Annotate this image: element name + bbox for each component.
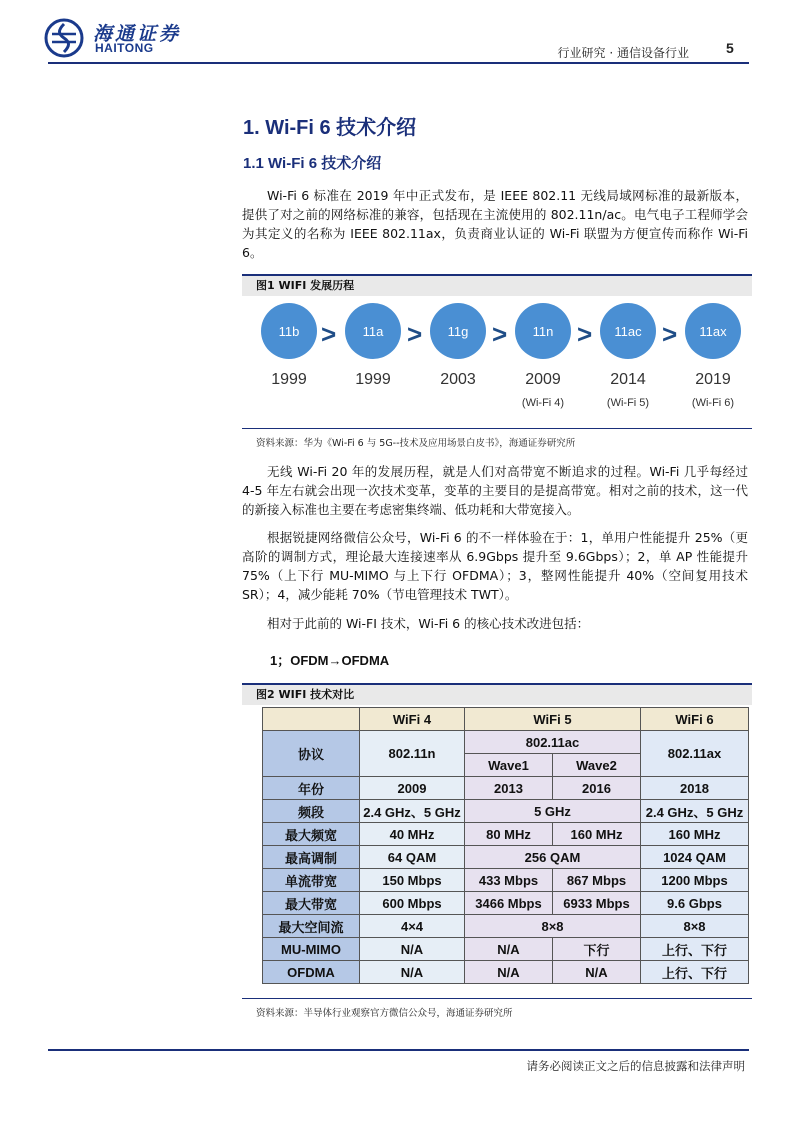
paragraph-core-tech: 相对于此前的 Wi-FI 技术，Wi-Fi 6 的核心技术改进包括：	[267, 616, 590, 631]
table-cell: 2018	[641, 777, 749, 800]
table-cell: N/A	[360, 938, 465, 961]
table-cell: 8×8	[465, 915, 641, 938]
cell-wave2: Wave2	[553, 754, 641, 777]
table-cell: 160 MHz	[553, 823, 641, 846]
paragraph-intro: Wi-Fi 6 标准在 2019 年中正式发布，是 IEEE 802.11 无线局域网标准的最新版本，提供了对之前的网络标准的兼容，包括现在主流使用的 802.11n/ac。电气电子工程师学会为其定义的名称为 IEEE 802.11ax，负责商业认证的 Wi-Fi 联盟为方便宣传而称作 Wi-Fi 6。	[242, 188, 748, 260]
table-cell: 3466 Mbps	[465, 892, 553, 915]
table-cell: 80 MHz	[465, 823, 553, 846]
table-cell: 4×4	[360, 915, 465, 938]
timeline-arrow-icon: >	[662, 319, 678, 349]
timeline-node: 11n	[515, 303, 571, 359]
cell-wave1: Wave1	[465, 754, 553, 777]
row-header: 单流带宽	[263, 869, 360, 892]
table-cell: 2016	[553, 777, 641, 800]
timeline-version: (Wi-Fi 6)	[691, 397, 735, 409]
timeline-node: 11ax	[685, 303, 741, 359]
timeline-node: 11a	[345, 303, 401, 359]
header-divider	[48, 62, 749, 64]
timeline-year: 1999	[271, 371, 307, 388]
table-cell: 867 Mbps	[553, 869, 641, 892]
row-header: 最大带宽	[263, 892, 360, 915]
table-cell: 256 QAM	[465, 846, 641, 869]
table-cell: 2013	[465, 777, 553, 800]
timeline-year: 2003	[440, 371, 476, 388]
page-number: 5	[726, 40, 734, 56]
table-cell: 600 Mbps	[360, 892, 465, 915]
wifi-comparison-table	[262, 707, 749, 984]
figure1-title: 图1 WIFI 发展历程	[242, 274, 752, 296]
row-header: 年份	[263, 777, 360, 800]
col-header-wifi6: WiFi 6	[641, 708, 749, 731]
logo-english-name: HAITONG	[95, 41, 154, 55]
table-corner	[263, 708, 360, 731]
figure2-source: 资料来源：半导体行业观察官方微信公众号，海通证券研究所	[242, 998, 752, 1019]
timeline-arrow-icon: >	[577, 319, 593, 349]
figure1-source: 资料来源：华为《Wi-Fi 6 与 5G--技术及应用场景白皮书》，海通证券研究所	[242, 428, 752, 449]
table-cell: N/A	[553, 961, 641, 984]
timeline-year: 2014	[610, 371, 646, 388]
row-header: MU-MIMO	[263, 938, 360, 961]
timeline-year: 2019	[695, 371, 731, 388]
timeline-arrow-icon: >	[492, 319, 508, 349]
wifi-timeline	[248, 303, 752, 418]
table-cell: 150 Mbps	[360, 869, 465, 892]
logo-chinese-name: 海通证券	[93, 23, 182, 45]
timeline-node: 11g	[430, 303, 486, 359]
cell-protocol-wifi6: 802.11ax	[641, 731, 749, 777]
row-header: 最高调制	[263, 846, 360, 869]
table-cell: 9.6 Gbps	[641, 892, 749, 915]
row-header: 频段	[263, 800, 360, 823]
subheading-ofdma: 1；OFDM→OFDMA	[270, 653, 390, 668]
timeline-year: 2009	[525, 371, 561, 388]
footer-divider	[48, 1049, 749, 1051]
col-header-wifi4: WiFi 4	[360, 708, 465, 731]
table-cell: 64 QAM	[360, 846, 465, 869]
cell-protocol-wifi5: 802.11ac	[465, 731, 641, 754]
figure2-title: 图2 WIFI 技术对比	[242, 683, 752, 705]
col-header-wifi5: WiFi 5	[465, 708, 641, 731]
timeline-version: (Wi-Fi 4)	[521, 397, 565, 409]
table-cell: 上行、下行	[641, 938, 749, 961]
paragraph-experience: 根据锐捷网络微信公众号，Wi-Fi 6 的不一样体验在于：1，单用户性能提升 25%（更高阶的调制方式，理论最大连接速率从 6.9Gbps 提升至 9.6Gbps）；2，单 AP 性能提升 75%（上下行 MU-MIMO 与上下行 OFDMA）；3，整网性能提升 40%（空间复用技术 SR）；4，减少能耗 70%（节电管理技术 TWT）。	[242, 530, 748, 602]
table-cell: 8×8	[641, 915, 749, 938]
table-cell: 433 Mbps	[465, 869, 553, 892]
heading-2: 1.1 Wi-Fi 6 技术介绍	[243, 155, 382, 172]
timeline-node: 11b	[261, 303, 317, 359]
table-cell: N/A	[465, 961, 553, 984]
timeline-version: (Wi-Fi 5)	[606, 397, 650, 409]
cell-protocol-wifi4: 802.11n	[360, 731, 465, 777]
table-cell: 2009	[360, 777, 465, 800]
heading-1: 1. Wi-Fi 6 技术介绍	[243, 117, 417, 139]
table-cell: N/A	[465, 938, 553, 961]
table-cell: 2.4 GHz、5 GHz	[360, 800, 465, 823]
table-cell: 上行、下行	[641, 961, 749, 984]
footer-disclaimer: 请务必阅读正文之后的信息披露和法律声明	[526, 1059, 745, 1073]
timeline-node: 11ac	[600, 303, 656, 359]
table-cell: 1200 Mbps	[641, 869, 749, 892]
table-cell: N/A	[360, 961, 465, 984]
haitong-logo-icon	[44, 18, 84, 58]
timeline-arrow-icon: >	[321, 319, 337, 349]
table-cell: 2.4 GHz、5 GHz	[641, 800, 749, 823]
row-header: OFDMA	[263, 961, 360, 984]
row-header: 最大频宽	[263, 823, 360, 846]
table-cell: 6933 Mbps	[553, 892, 641, 915]
row-header: 最大空间流	[263, 915, 360, 938]
paragraph-history: 无线 Wi-Fi 20 年的发展历程，就是人们对高带宽不断追求的过程。Wi-Fi 几乎每经过 4-5 年左右就会出现一次技术变革，变革的主要目的是提高带宽。相对之前的技术，这一代的新接入标准也主要在考虑密集终端、低功耗和大带宽接入。	[242, 464, 748, 517]
row-header-protocol: 协议	[263, 731, 360, 777]
timeline-arrow-icon: >	[407, 319, 423, 349]
table-cell: 1024 QAM	[641, 846, 749, 869]
table-cell: 160 MHz	[641, 823, 749, 846]
table-cell: 40 MHz	[360, 823, 465, 846]
table-cell: 下行	[553, 938, 641, 961]
header-section-label: 行业研究 · 通信设备行业	[557, 46, 689, 60]
table-cell: 5 GHz	[465, 800, 641, 823]
timeline-year: 1999	[355, 371, 391, 388]
